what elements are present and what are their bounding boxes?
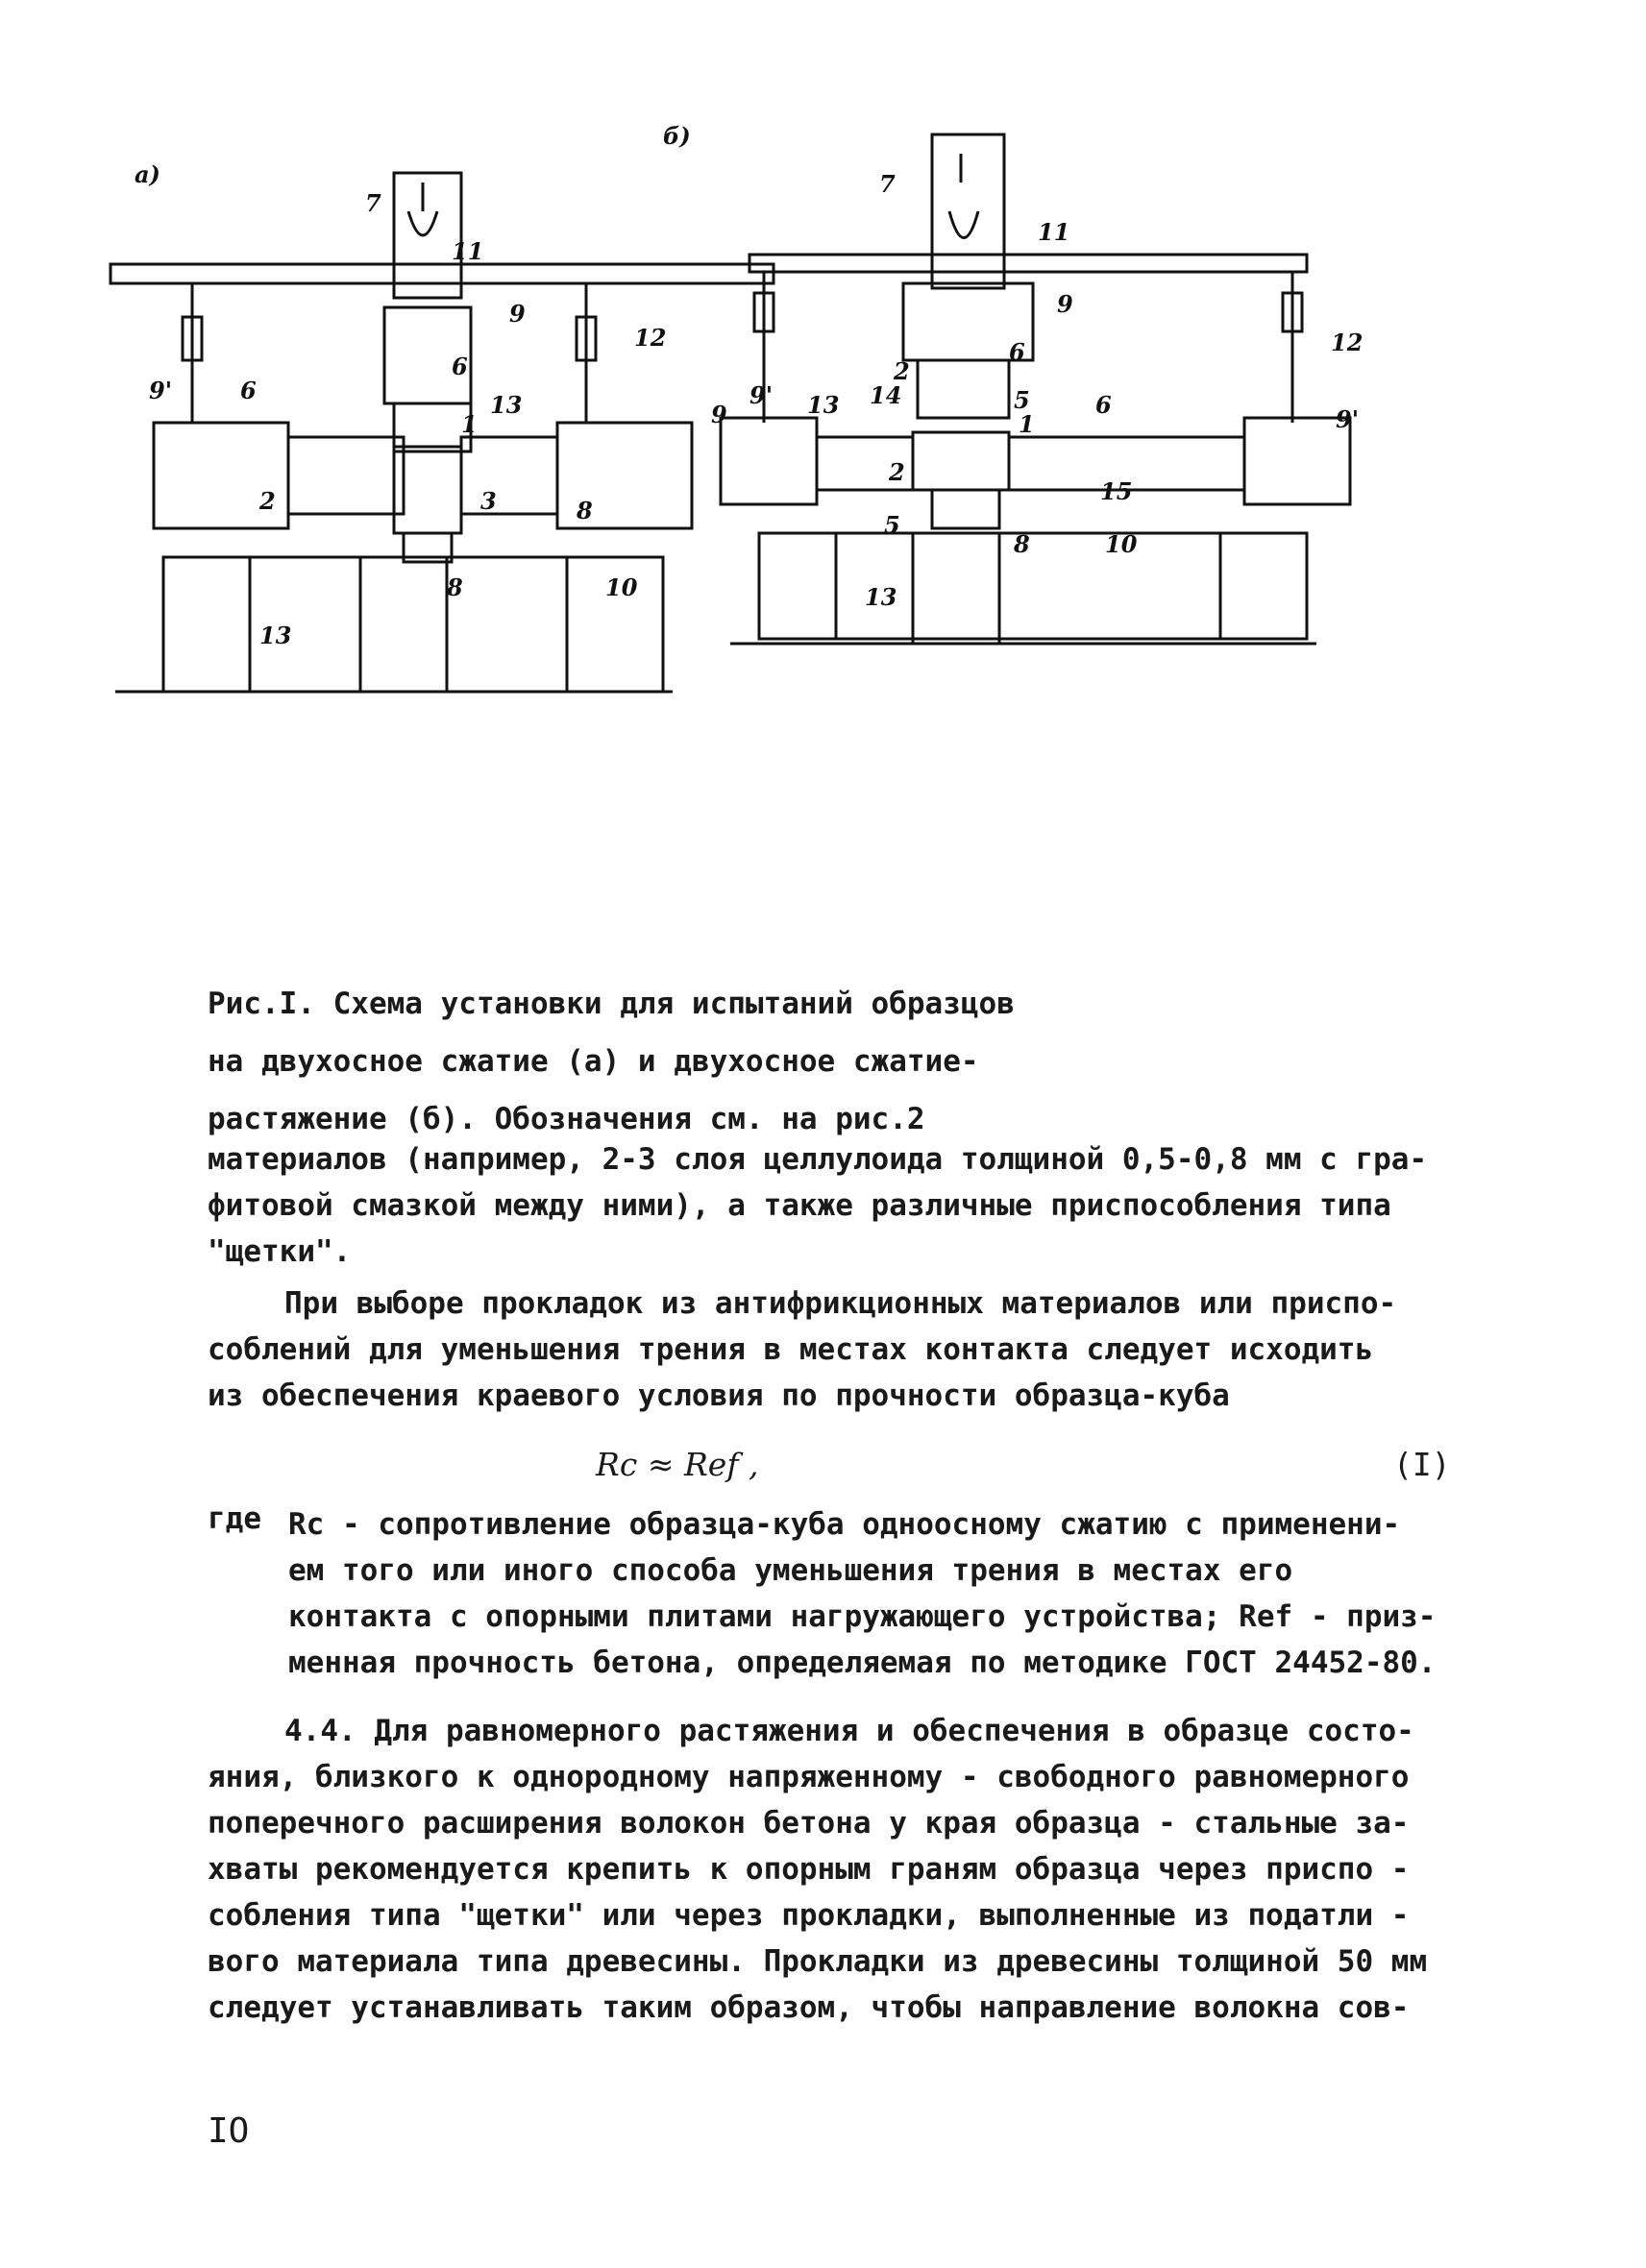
svg-text:13: 13 (865, 583, 897, 611)
svg-text:2: 2 (259, 487, 276, 515)
figure-caption (208, 975, 1168, 1148)
svg-text:5: 5 (884, 511, 900, 539)
svg-text:6: 6 (452, 353, 468, 380)
svg-text:9': 9' (149, 377, 173, 404)
svg-text:11: 11 (1038, 218, 1070, 246)
svg-text:14: 14 (870, 381, 902, 409)
svg-text:9: 9 (1057, 290, 1073, 318)
svg-text:15: 15 (1100, 477, 1133, 505)
text-line: Rc - сопротивление образца-куба одноосному сжатию с применени- (288, 1507, 1401, 1542)
svg-text:11: 11 (452, 237, 484, 265)
panel-b-label: б) (663, 122, 691, 150)
svg-text:1: 1 (461, 410, 478, 438)
text-line: следует устанавливать таким образом, чтобы направление волокна сов- (208, 1990, 1410, 2025)
svg-text:8: 8 (447, 573, 463, 601)
text-line: При выборе прокладок из антифрикционных материалов или приспо- (284, 1286, 1397, 1321)
svg-text:9': 9' (1336, 405, 1360, 433)
text-line: из обеспечения краевого условия по прочности образца-куба (208, 1378, 1230, 1413)
text-line: соблений для уменьшения трения в местах контакта следует исходить (208, 1332, 1374, 1367)
formula-number: (I) (1393, 1446, 1451, 1483)
text-line: поперечного расширения волокон бетона у края образца - стальные за- (208, 1806, 1410, 1841)
svg-text:6: 6 (1095, 391, 1112, 419)
text-line: хваты рекомендуется крепить к опорным граням образца через приспо - (208, 1852, 1410, 1887)
svg-text:9: 9 (711, 401, 727, 428)
text-line: ем того или иного способа уменьшения трения в местах его (288, 1553, 1293, 1588)
svg-text:13: 13 (490, 391, 523, 419)
svg-text:13: 13 (259, 622, 292, 649)
panel-b-drawing (663, 122, 1363, 644)
caption-line: Рис.I. Схема установки для испытаний образцов (208, 987, 1015, 1021)
text-line: 4.4. Для равномерного растяжения и обеспечения в образце состо- (284, 1714, 1414, 1748)
text-line: менная прочность бетона, определяемая по методике ГОСТ 24452-80. (288, 1646, 1437, 1680)
panel-a-label: а) (135, 160, 160, 188)
svg-text:6: 6 (1009, 338, 1025, 366)
svg-text:12: 12 (1331, 329, 1363, 356)
svg-text:8: 8 (577, 497, 593, 524)
text-line: собления типа "щетки" или через прокладки, выполненные из податли - (208, 1898, 1410, 1933)
where-definitions (288, 1501, 1480, 1686)
svg-text:13: 13 (807, 391, 840, 419)
svg-text:9: 9 (509, 300, 526, 328)
svg-text:10: 10 (1105, 530, 1138, 558)
svg-text:6: 6 (240, 377, 257, 404)
text-line: контакта с опорными плитами нагружающего устройства; Ref - приз- (288, 1599, 1437, 1634)
text-line: яния, близкого к однородному напряженному - свободного равномерного (208, 1760, 1410, 1794)
formula-expression: Rc ≈ Ref , (596, 1446, 759, 1483)
caption-line: растяжение (б). Обозначения см. на рис.2 (208, 1102, 925, 1136)
svg-text:2: 2 (889, 458, 905, 486)
svg-text:2: 2 (894, 357, 910, 385)
panel-a-drawing (111, 160, 774, 692)
page-number: IO (208, 2111, 250, 2151)
caption-line: на двухосное сжатие (а) и двухосное сжатие- (208, 1044, 979, 1079)
paragraph-antifriction (208, 1280, 1457, 1419)
paragraph-continuation (208, 1136, 1457, 1275)
svg-text:9': 9' (749, 381, 774, 409)
where-word: где (208, 1501, 261, 1536)
svg-text:7: 7 (365, 189, 381, 217)
text-line: "щетки". (208, 1234, 352, 1269)
svg-text:7: 7 (879, 170, 896, 198)
svg-text:3: 3 (480, 487, 497, 515)
svg-text:1: 1 (1019, 410, 1035, 438)
test-setup-figure (135, 122, 1480, 941)
text-line: материалов (например, 2-3 слоя целлулоида толщиной 0,5-0,8 мм с гра- (208, 1142, 1428, 1177)
paragraph-section-4-4 (208, 1708, 1457, 2031)
text-line: фитовой смазкой между ними), а также различные приспособления типа (208, 1188, 1391, 1223)
svg-text:8: 8 (1014, 530, 1030, 558)
svg-text:5: 5 (1014, 386, 1030, 414)
figure-drawing (135, 122, 1480, 941)
text-line: вого материала типа древесины. Прокладки из древесины толщиной 50 мм (208, 1944, 1428, 1979)
svg-text:10: 10 (605, 573, 638, 601)
svg-text:12: 12 (634, 324, 667, 352)
